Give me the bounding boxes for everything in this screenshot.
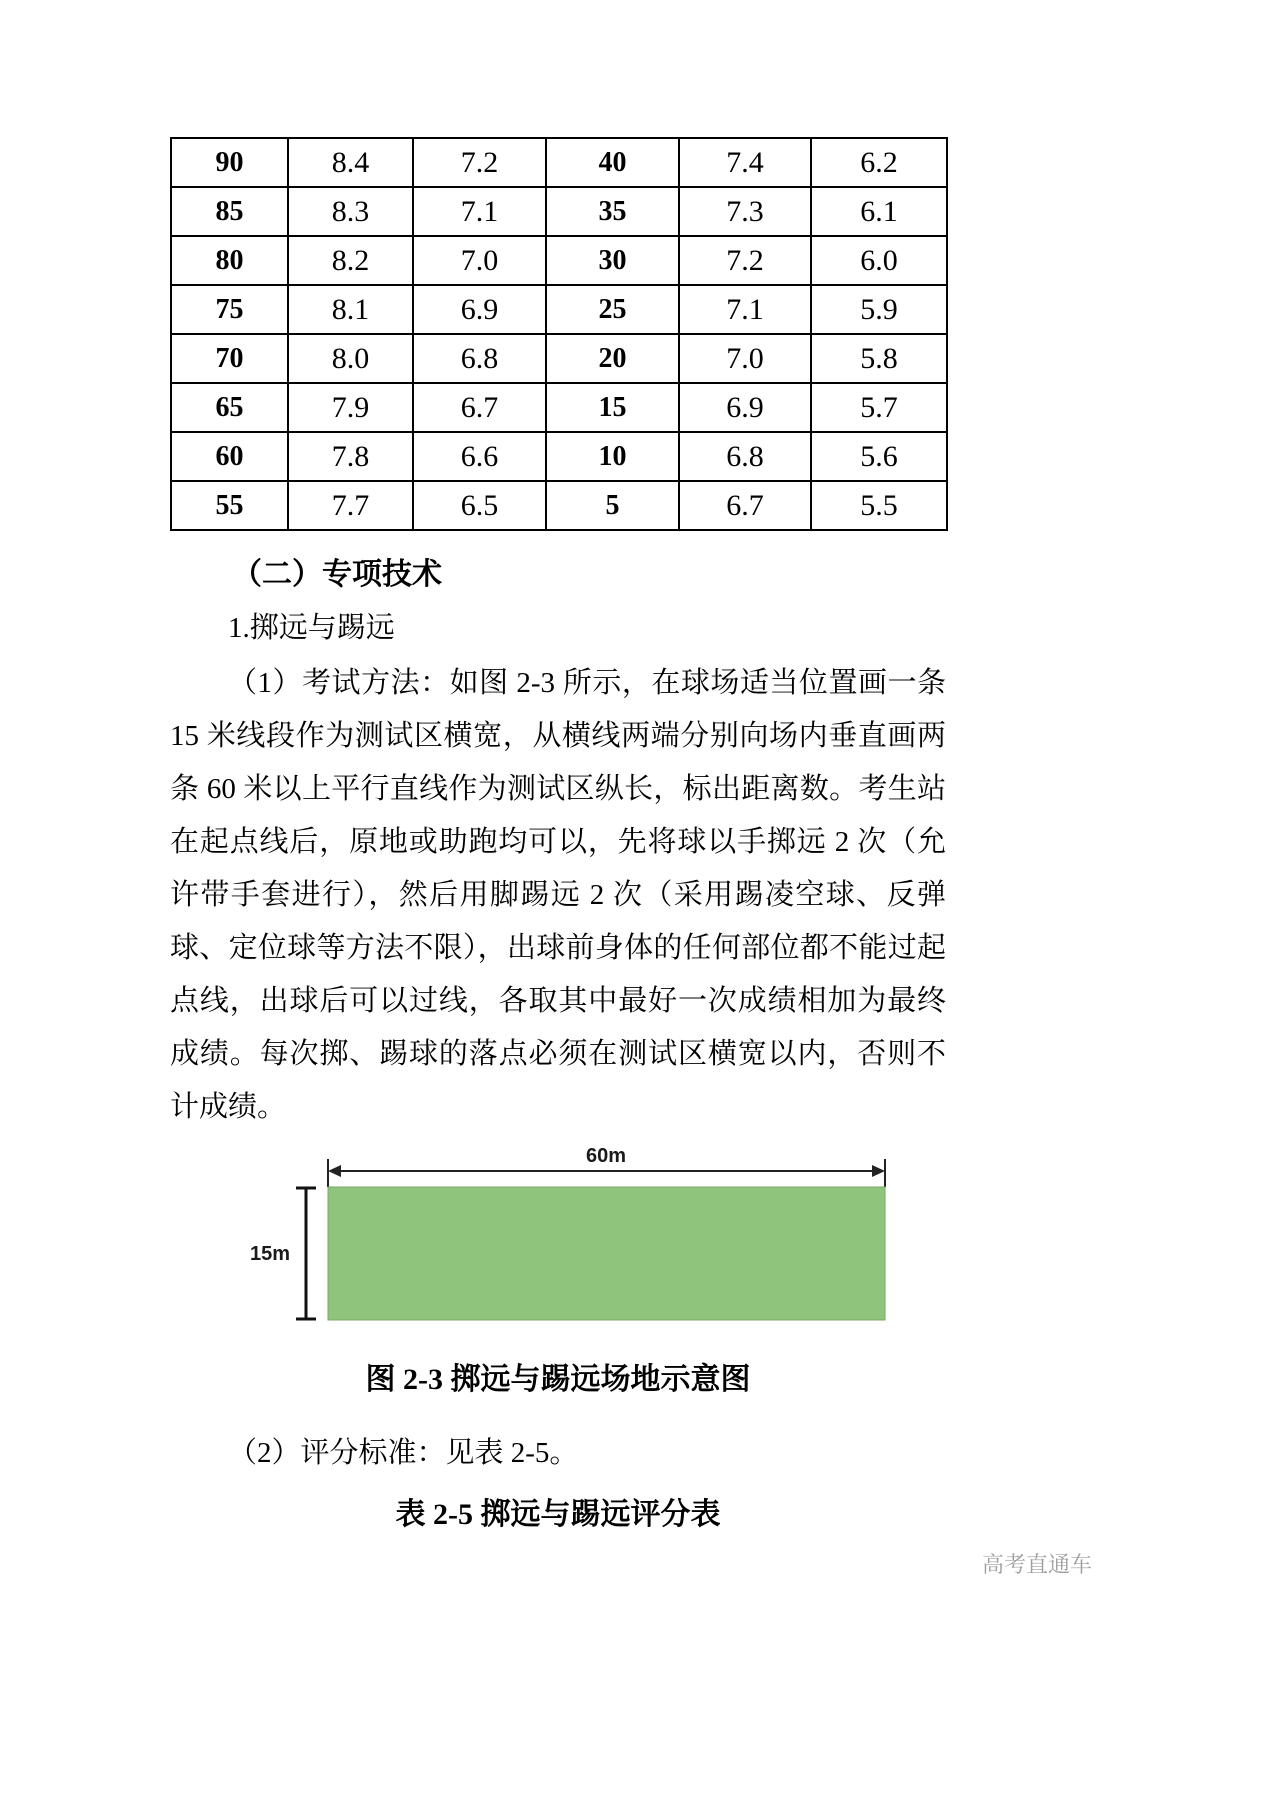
score-cell: 20 — [546, 334, 679, 383]
field-diagram — [248, 1142, 968, 1342]
field-diagram-figure — [248, 1142, 946, 1347]
value-cell: 5.5 — [811, 481, 947, 530]
score-cell: 80 — [171, 236, 288, 285]
table-2-5-caption: 表 2-5 掷远与踢远评分表 — [395, 1498, 721, 1531]
figure-caption: 图 2-3 掷远与踢远场地示意图 — [365, 1363, 751, 1396]
score-cell: 10 — [546, 432, 679, 481]
value-cell: 8.1 — [288, 285, 413, 334]
score-cell: 75 — [171, 285, 288, 334]
value-cell: 7.3 — [679, 187, 811, 236]
value-cell: 6.0 — [811, 236, 947, 285]
scoring-standard-paragraph: （2）评分标准：见表 2-5。 — [228, 1437, 579, 1469]
field-rect — [328, 1187, 885, 1320]
value-cell: 8.0 — [288, 334, 413, 383]
score-cell: 60 — [171, 432, 288, 481]
section-heading: （二）专项技术 — [232, 558, 442, 591]
value-cell: 8.3 — [288, 187, 413, 236]
value-cell: 7.2 — [679, 236, 811, 285]
score-table — [170, 137, 948, 531]
height-dimension-label: 15m — [249, 1243, 290, 1265]
value-cell: 6.7 — [679, 481, 811, 530]
value-cell: 7.9 — [288, 383, 413, 432]
value-cell: 8.4 — [288, 138, 413, 187]
table-row — [171, 187, 947, 236]
score-cell: 65 — [171, 383, 288, 432]
score-cell: 40 — [546, 138, 679, 187]
width-dimension-label: 60m — [585, 1145, 627, 1167]
score-cell: 90 — [171, 138, 288, 187]
table-row — [171, 334, 947, 383]
value-cell: 6.8 — [413, 334, 546, 383]
value-cell: 6.5 — [413, 481, 546, 530]
score-cell: 70 — [171, 334, 288, 383]
score-cell: 5 — [546, 481, 679, 530]
left-arrow-icon — [328, 1165, 341, 1177]
value-cell: 6.2 — [811, 138, 947, 187]
score-table-body — [171, 138, 947, 530]
value-cell: 7.1 — [679, 285, 811, 334]
value-cell: 8.2 — [288, 236, 413, 285]
value-cell: 5.7 — [811, 383, 947, 432]
right-arrow-icon — [872, 1165, 885, 1177]
score-cell: 85 — [171, 187, 288, 236]
value-cell: 6.8 — [679, 432, 811, 481]
value-cell: 7.2 — [413, 138, 546, 187]
value-cell: 5.6 — [811, 432, 947, 481]
watermark: 高考直通车 — [982, 1552, 1093, 1577]
value-cell: 7.0 — [413, 236, 546, 285]
table-row — [171, 432, 947, 481]
value-cell: 5.9 — [811, 285, 947, 334]
exam-method-paragraph: （1）考试方法：如图 2-3 所示，在球场适当位置画一条 15 米线段作为测试区横宽，从横线两端分别向场内垂直画两条 60 米以上平行直线作为测试区纵长，标出距离数。考生站在起点线后，原地或助跑均可以，先将球以手掷远 2 次（允许带手套进行），然后用脚踢远 2 次（采用踢凌空球、反弹球、定位球等方法不限），出球前身体的任何部位都不能过起点线，出球后可以过线，各取其中最好一次成绩相加为最终成绩。每次掷、踢球的落点必须在测试区横宽以内，否则不计成绩。 — [170, 667, 946, 1123]
table-row — [171, 138, 947, 187]
score-cell: 15 — [546, 383, 679, 432]
value-cell: 6.9 — [679, 383, 811, 432]
score-cell: 30 — [546, 236, 679, 285]
value-cell: 7.7 — [288, 481, 413, 530]
value-cell: 6.6 — [413, 432, 546, 481]
value-cell: 6.7 — [413, 383, 546, 432]
value-cell: 7.4 — [679, 138, 811, 187]
value-cell: 5.8 — [811, 334, 947, 383]
value-cell: 7.0 — [679, 334, 811, 383]
table-row — [171, 236, 947, 285]
page-content — [170, 137, 946, 1534]
score-cell: 55 — [171, 481, 288, 530]
value-cell: 7.1 — [413, 187, 546, 236]
table-row — [171, 285, 947, 334]
table-row — [171, 481, 947, 530]
value-cell: 7.8 — [288, 432, 413, 481]
value-cell: 6.9 — [413, 285, 546, 334]
subsection-heading: 1.掷远与踢远 — [228, 612, 395, 644]
score-cell: 35 — [546, 187, 679, 236]
value-cell: 6.1 — [811, 187, 947, 236]
score-cell: 25 — [546, 285, 679, 334]
table-row — [171, 383, 947, 432]
